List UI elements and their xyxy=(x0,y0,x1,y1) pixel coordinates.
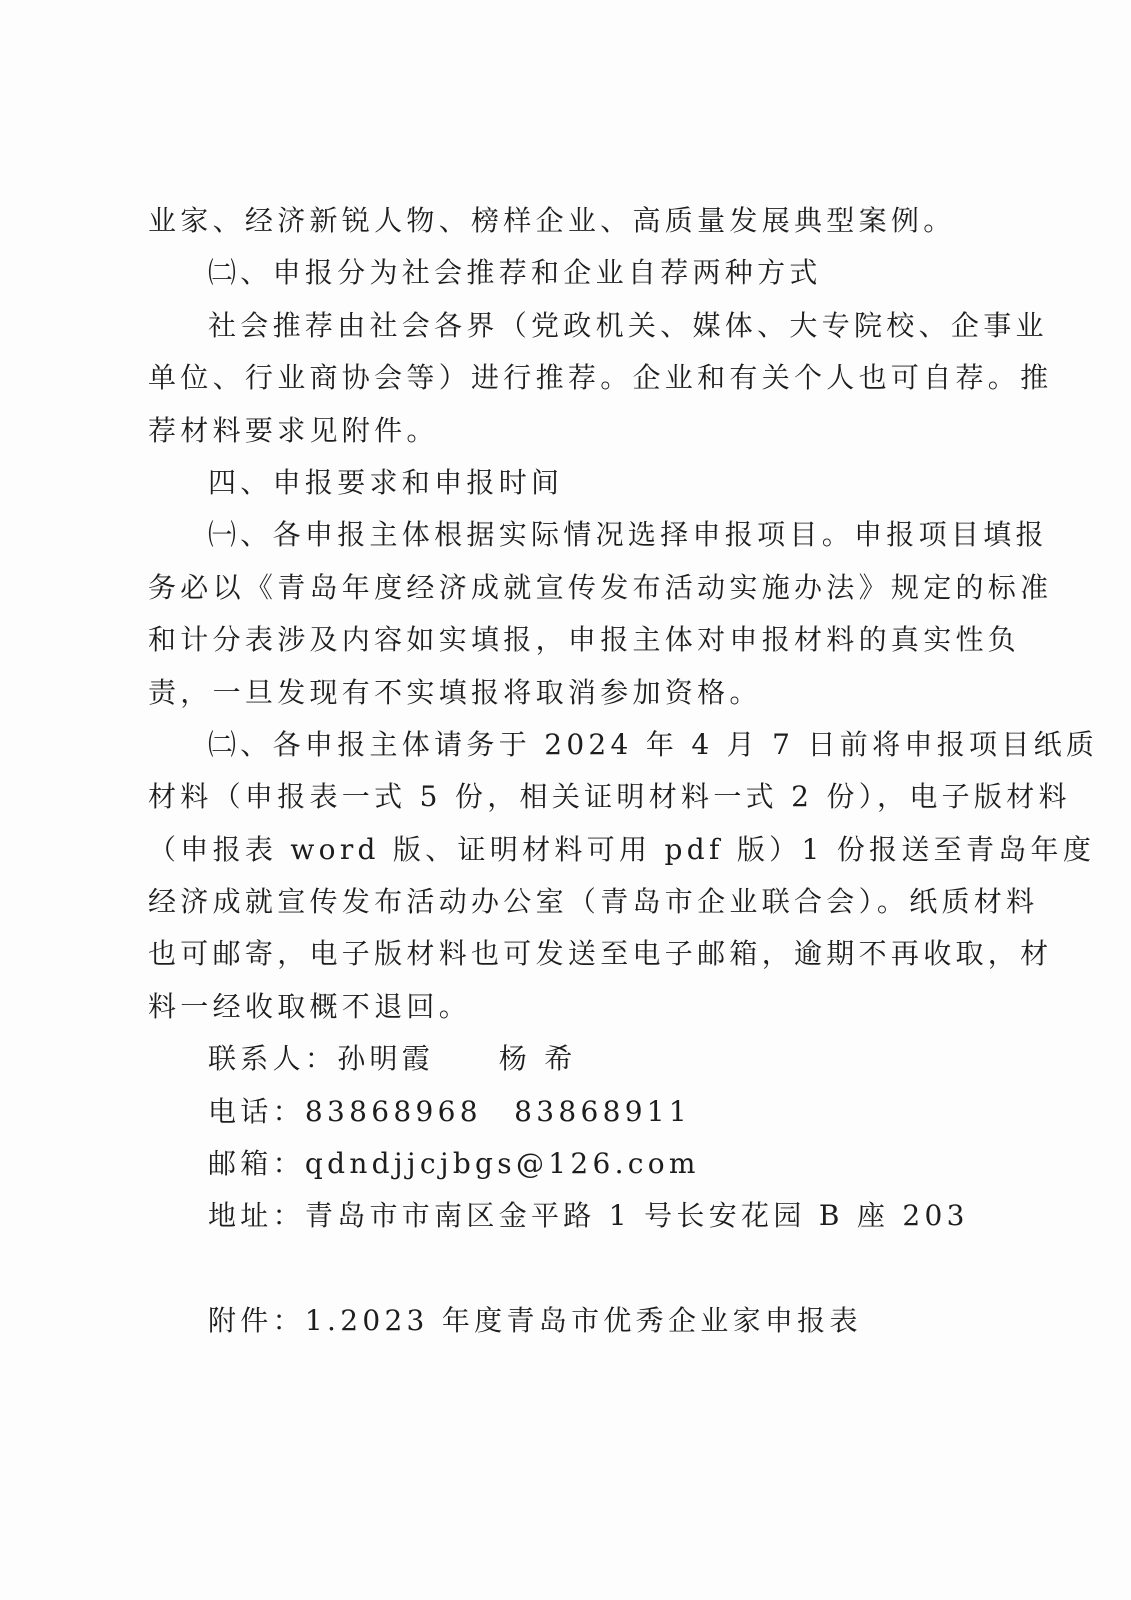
text-line-12: 材料（申报表一式 5 份，相关证明材料一式 2 份），电子版材料 xyxy=(148,780,1071,814)
attachment-line: 附件：1.2023 年度青岛市优秀企业家申报表 xyxy=(208,1304,862,1338)
document-body xyxy=(148,195,1099,1348)
contact-person: 联系人：孙明霞 杨 希 xyxy=(208,1042,577,1076)
contact-address: 地址：青岛市市南区金平路 1 号长安花园 B 座 203 xyxy=(208,1199,969,1233)
text-line-15: 也可邮寄，电子版材料也可发送至电子邮箱，逾期不再收取，材 xyxy=(148,937,1053,971)
text-line-7: ㈠、各申报主体根据实际情况选择申报项目。申报项目填报 xyxy=(208,518,1048,552)
text-line-4: 单位、行业商协会等）进行推荐。企业和有关个人也可自荐。推 xyxy=(148,361,1053,395)
blank-line xyxy=(148,1243,1000,1295)
contact-phone: 电话：83868968 83868911 xyxy=(208,1094,692,1128)
text-line-1: 业家、经济新锐人物、榜样企业、高质量发展典型案例。 xyxy=(148,204,956,237)
text-line-16: 料一经收取概不退回。 xyxy=(148,989,472,1023)
contact-email: 邮箱：qdndjjcjbgs@126.com xyxy=(208,1147,700,1181)
section-heading-2: ㈡、申报分为社会推荐和企业自荐两种方式 xyxy=(208,256,822,290)
text-line-14: 经济成就宣传发布活动办公室（青岛市企业联合会）。纸质材料 xyxy=(148,885,1039,919)
text-line-13: （申报表 word 版、证明材料可用 pdf 版）1 份报送至青岛年度 xyxy=(148,832,1096,866)
text-line-9: 和计分表涉及内容如实填报，申报主体对申报材料的真实性负 xyxy=(148,623,1021,657)
text-line-5: 荐材料要求见附件。 xyxy=(148,413,439,447)
text-line-8: 务必以《青岛年度经济成就宣传发布活动实施办法》规定的标准 xyxy=(148,570,1053,604)
text-line-3: 社会推荐由社会各界（党政机关、媒体、大专院校、企事业 xyxy=(208,308,1048,342)
section-heading-4: 四、申报要求和申报时间 xyxy=(208,465,564,499)
text-line-10: 责，一旦发现有不实填报将取消参加资格。 xyxy=(148,675,762,709)
text-line-11: ㈡、各申报主体请务于 2024 年 4 月 7 日前将申报项目纸质 xyxy=(208,727,1099,761)
